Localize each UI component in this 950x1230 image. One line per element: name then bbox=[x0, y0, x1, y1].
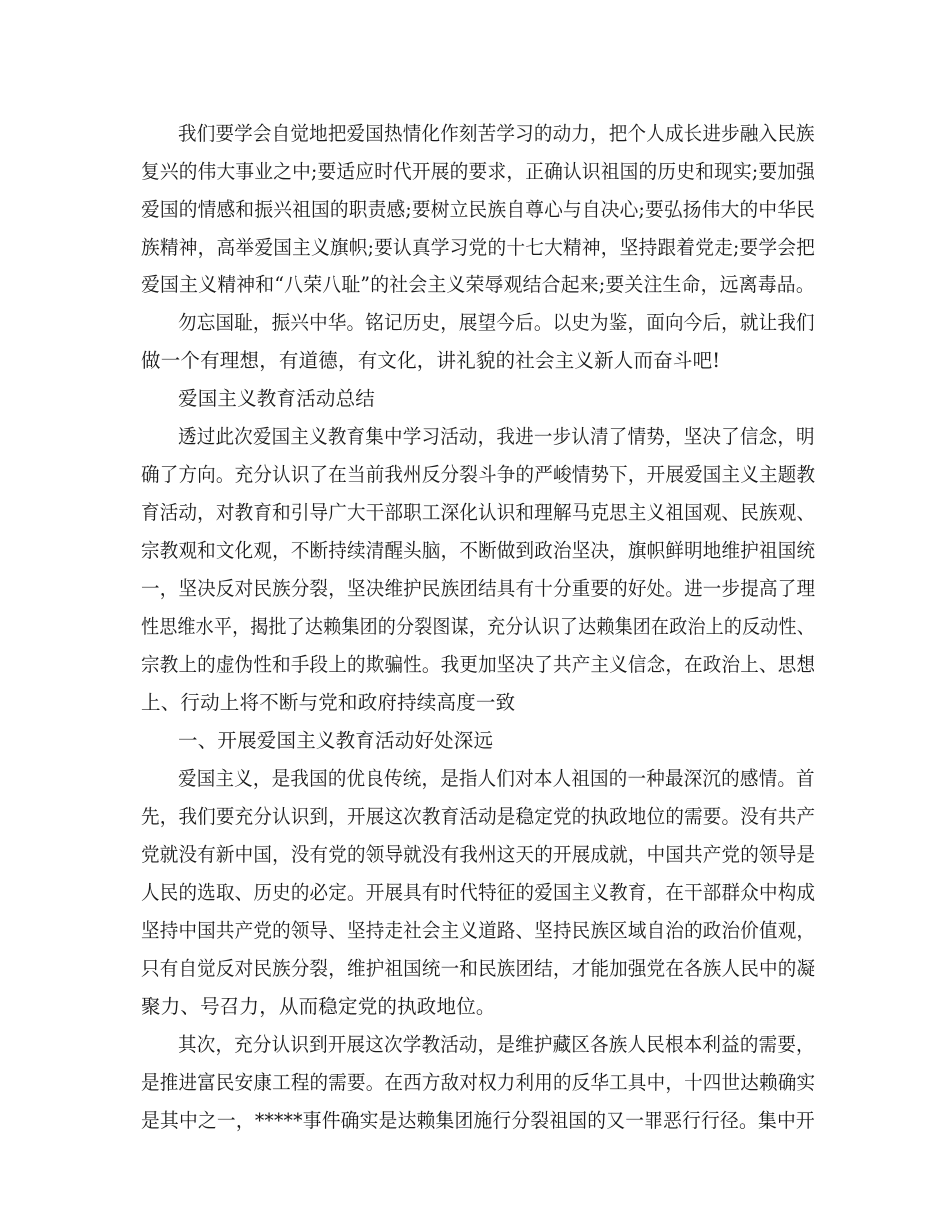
paragraph-line: 坚持中国共产党的领导、坚持走社会主义道路、坚持民族区域自治的政治价值观， bbox=[141, 919, 816, 942]
paragraph-line: 是其中之一，*****事件确实是达赖集团施行分裂祖国的又一罪恶行行径。集中开 bbox=[141, 1109, 815, 1132]
paragraph-line: 爱国主义精神和“八荣八耻”的社会主义荣辱观结合起来;要关注生命，远离毒品。 bbox=[141, 273, 815, 296]
paragraph-line: 透过此次爱国主义教育集中学习活动，我进一步认清了情势，坚决了信念，明 bbox=[178, 425, 815, 448]
paragraph-line: 只有自觉反对民族分裂，维护祖国统一和民族团结，才能加强党在各族人民中的凝 bbox=[141, 957, 816, 980]
paragraph-line: 党就没有新中国，没有党的领导就没有我州这天的开展成就，中国共产党的领导是 bbox=[141, 843, 816, 866]
paragraph-line: 聚力、号召力，从而稳定党的执政地位。 bbox=[141, 995, 496, 1018]
paragraph-line: 爱国主义，是我国的优良传统，是指人们对本人祖国的一种最深沉的感情。首 bbox=[178, 767, 815, 790]
subsection-heading: 一、开展爱国主义教育活动好处深远 bbox=[178, 729, 494, 752]
paragraph-line: 性思维水平，揭批了达赖集团的分裂图谋，充分认识了达赖集团在政治上的反动性、 bbox=[141, 615, 815, 638]
paragraph-line: 爱国的情感和振兴祖国的职责感;要树立民族自尊心与自决心;要弘扬伟大的中华民 bbox=[141, 198, 816, 221]
paragraph-line: 我们要学会自觉地把爱国热情化作刻苦学习的动力，把个人成长进步融入民族 bbox=[178, 122, 815, 145]
paragraph-line: 其次，充分认识到开展这次学教活动，是维护藏区各族人民根本利益的需要， bbox=[178, 1033, 815, 1056]
paragraph-line: 宗教观和文化观，不断持续清醒头脑，不断做到政治坚决，旗帜鲜明地维护祖国统 bbox=[141, 539, 816, 562]
paragraph-line: 族精神，高举爱国主义旗帜;要认真学习党的十七大精神，坚持跟着党走;要学会把 bbox=[141, 236, 816, 259]
paragraph-line: 做一个有理想，有道德，有文化，讲礼貌的社会主义新人而奋斗吧! bbox=[141, 349, 721, 372]
paragraph-line: 复兴的伟大事业之中;要适应时代开展的要求，正确认识祖国的历史和现实;要加强 bbox=[141, 160, 816, 183]
paragraph-line: 勿忘国耻，振兴中华。铭记历史，展望今后。以史为鉴，面向今后，就让我们 bbox=[178, 311, 815, 334]
paragraph-line: 宗教上的虚伪性和手段上的欺骗性。我更加坚决了共产主义信念，在政治上、思想 bbox=[141, 653, 816, 676]
section-heading: 爱国主义教育活动总结 bbox=[178, 387, 376, 410]
paragraph-line: 是推进富民安康工程的需要。在西方敌对权力利用的反华工具中，十四世达赖确实 bbox=[141, 1071, 816, 1094]
paragraph-line: 人民的选取、历史的必定。开展具有时代特征的爱国主义教育，在干部群众中构成 bbox=[141, 881, 816, 904]
paragraph-line: 育活动，对教育和引导广大干部职工深化认识和理解马克思主义祖国观、民族观、 bbox=[141, 501, 816, 524]
paragraph-line: 一，坚决反对民族分裂，坚决维护民族团结具有十分重要的好处。进一步提高了理 bbox=[141, 577, 816, 600]
paragraph-line: 确了方向。充分认识了在当前我州反分裂斗争的严峻情势下，开展爱国主义主题教 bbox=[141, 463, 816, 486]
paragraph-line: 先，我们要充分认识到，开展这次教育活动是稳定党的执政地位的需要。没有共产 bbox=[141, 805, 816, 828]
paragraph-line: 上、行动上将不断与党和政府持续高度一致 bbox=[141, 691, 516, 714]
